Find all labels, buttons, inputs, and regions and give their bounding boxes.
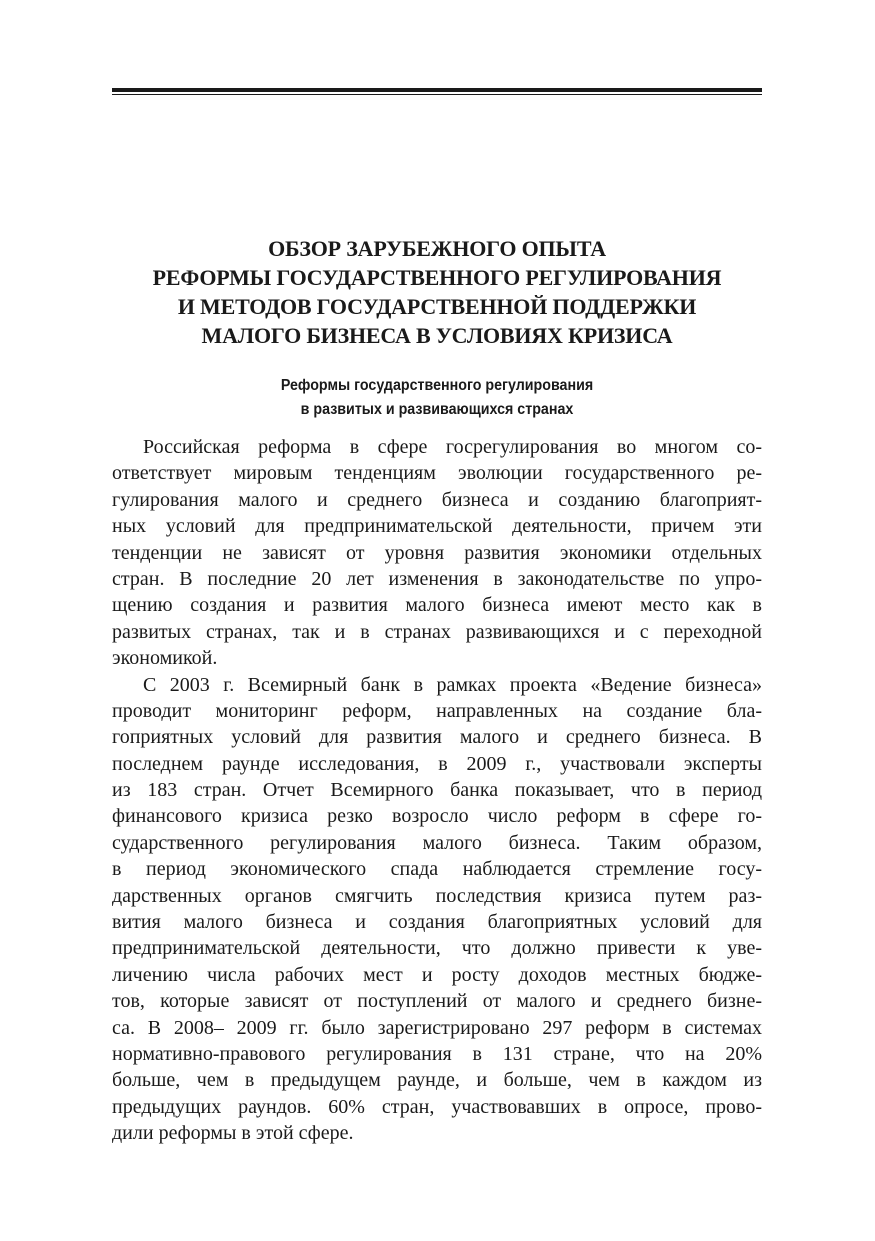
text-line: предпринимательской деятельности, что должно привести к уве-	[112, 937, 762, 960]
text-line: дарственных органов смягчить последствия кризиса путем раз-	[112, 884, 762, 907]
text-line: больше, чем в предыдущем раунде, и больше, чем в каждом из	[112, 1069, 762, 1092]
body-text	[112, 434, 762, 1147]
chapter-title-line: РЕФОРМЫ ГОСУДАРСТВЕННОГО РЕГУЛИРОВАНИЯ	[152, 265, 722, 290]
text-line: в период экономического спада наблюдается стремление госу-	[112, 858, 762, 881]
text-line: ных условий для предпринимательской деятельности, причем эти	[112, 515, 762, 538]
document-page	[112, 0, 762, 1241]
section-title-line: Реформы государственного регулирования	[280, 377, 594, 394]
text-line: проводит мониторинг реформ, направленных на создание бла-	[112, 699, 762, 722]
text-line: личению числа рабочих мест и росту доходов местных бюдже-	[112, 963, 762, 986]
text-line: ответствует мировым тенденциям эволюции государственного ре-	[112, 462, 762, 485]
text-line: са. В 2008– 2009 гг. было зарегистрировано 297 реформ в системах	[112, 1016, 762, 1039]
paragraph-1	[112, 434, 762, 672]
section-title	[138, 374, 736, 422]
text-line: развитых странах, так и в странах развивающихся и с переходной	[112, 620, 762, 643]
text-line: гоприятных условий для развития малого и среднего бизнеса. В	[112, 726, 762, 749]
chapter-title	[112, 234, 762, 350]
text-line: тенденции не зависят от уровня развития экономики отдельных	[112, 541, 762, 564]
text-line: Российская реформа в сфере госрегулирования во многом со-	[143, 436, 762, 458]
text-line: из 183 стран. Отчет Всемирного банка показывает, что в период	[112, 779, 762, 802]
text-line: щению создания и развития малого бизнеса имеют место как в	[112, 594, 762, 617]
text-line: экономикой.	[112, 647, 218, 670]
text-line: сударственного регулирования малого бизнеса. Таким образом,	[112, 831, 762, 854]
text-line: последнем раунде исследования, в 2009 г., участвовали эксперты	[112, 752, 762, 775]
chapter-title-line: И МЕТОДОВ ГОСУДАРСТВЕННОЙ ПОДДЕРЖКИ	[177, 294, 697, 319]
text-line: вития малого бизнеса и создания благоприятных условий для	[112, 911, 762, 934]
text-line: дили реформы в этой сфере.	[112, 1122, 354, 1145]
text-line: тов, которые зависят от поступлений от малого и среднего бизне-	[112, 990, 762, 1013]
chapter-title-line: ОБЗОР ЗАРУБЕЖНОГО ОПЫТА	[268, 236, 606, 261]
text-line: финансового кризиса резко возросло число реформ в сфере го-	[112, 805, 762, 828]
text-line: нормативно-правового регулирования в 131 стране, что на 20%	[112, 1042, 762, 1065]
paragraph-2	[112, 672, 762, 1147]
chapter-title-line: МАЛОГО БИЗНЕСА В УСЛОВИЯХ КРИЗИСА	[201, 323, 673, 348]
header-double-rule	[112, 88, 762, 95]
text-line: гулирования малого и среднего бизнеса и созданию благоприят-	[112, 488, 762, 511]
section-title-line: в развитых и развивающихся странах	[300, 401, 574, 418]
text-line: предыдущих раундов. 60% стран, участвовавших в опросе, прово-	[112, 1095, 762, 1118]
text-line: стран. В последние 20 лет изменения в законодательстве по упро-	[112, 567, 762, 590]
text-line: С 2003 г. Всемирный банк в рамках проекта «Ведение бизнеса»	[143, 673, 762, 696]
